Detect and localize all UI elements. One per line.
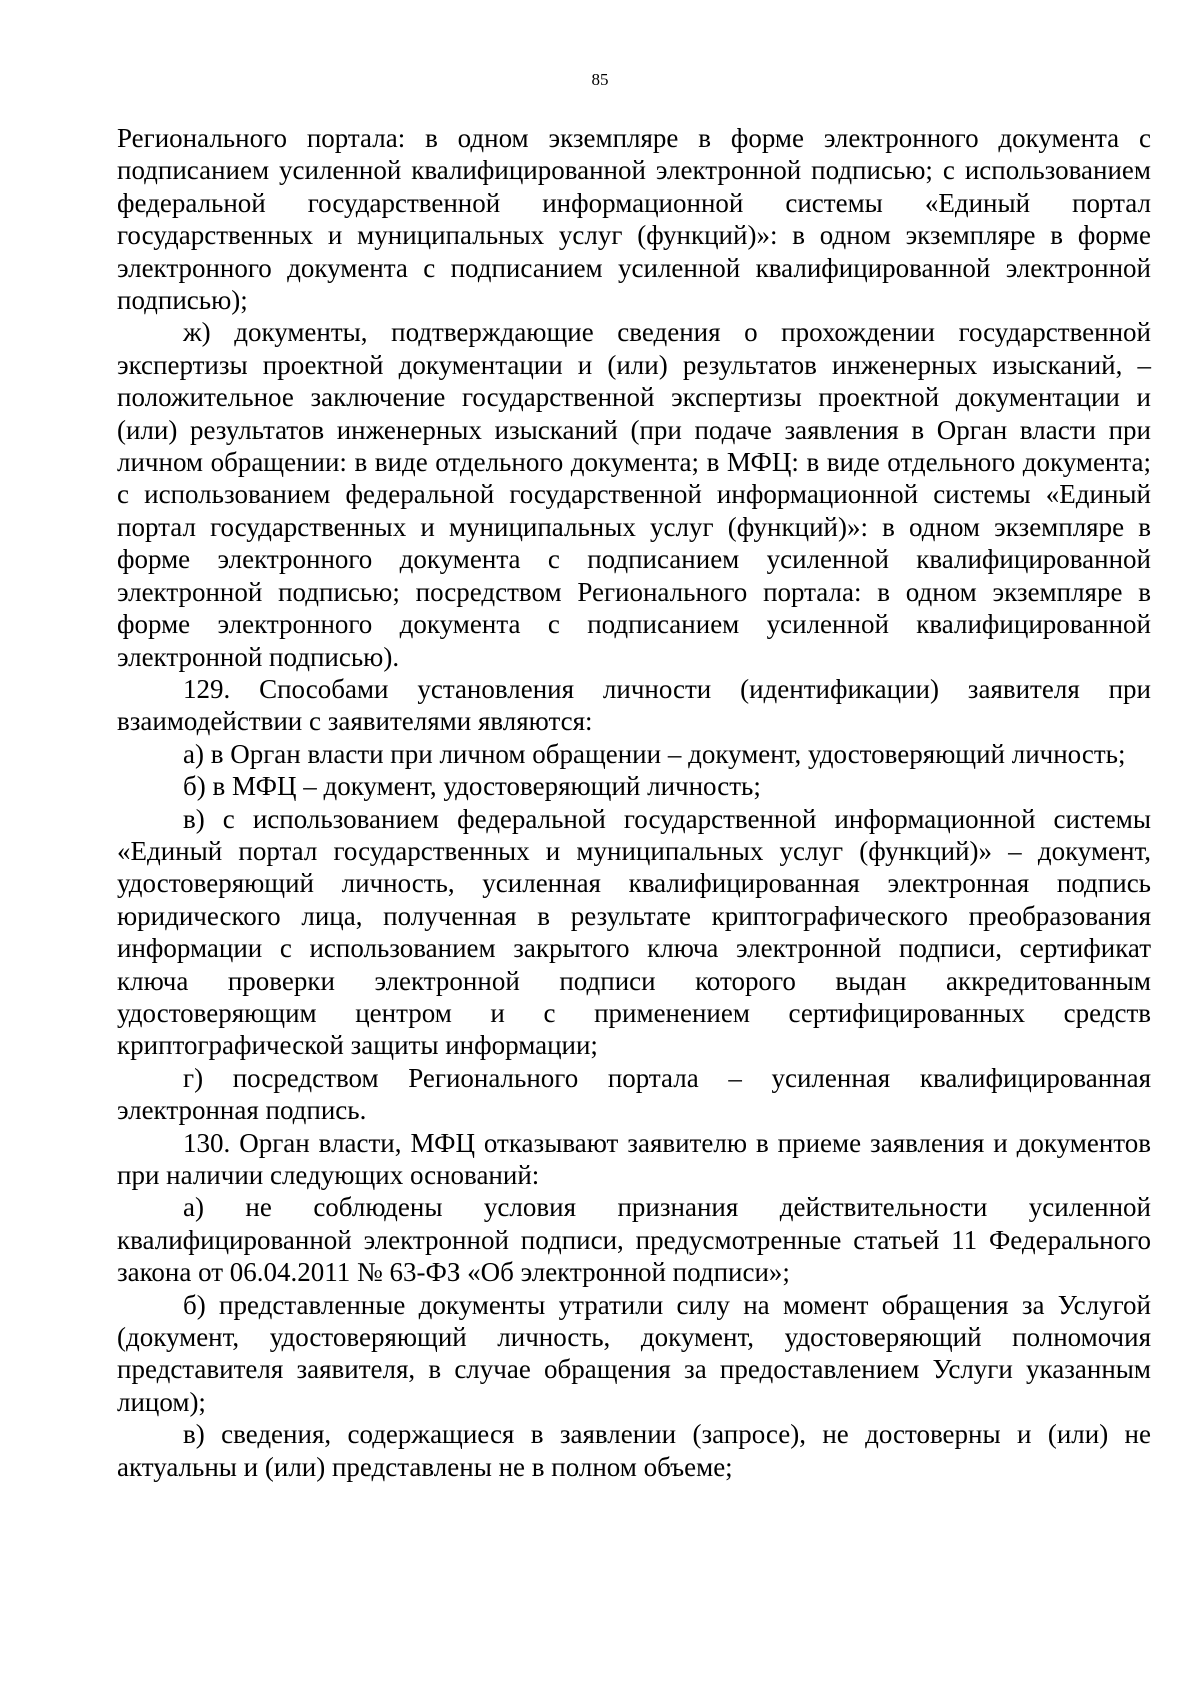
paragraph-130-b: б) представленные документы утратили силу на момент обращения за Услугой (документ, удостоверяющий личность, документ, удостоверяющий полномочия представителя заявителя, в случае обращения за предоставлением Услуги указанным лицом); — [117, 1289, 1151, 1417]
paragraph-item-zh: ж) документы, подтверждающие сведения о прохождении государственной экспертизы проектной документации и (или) результатов инженерных изысканий, – положительное заключение государственной экспертизы проектной документации и (или) результатов инженерных изысканий (при подаче заявления в Орган власти при личном обращении: в виде отдельного документа; в МФЦ: в виде отдельного документа; с использованием федеральной государственной информационной системы «Единый портал государственных и муниципальных услуг (функций)»: в одном экземпляре в форме электронного документа с подписанием усиленной квалифицированной электронной подписью; посредством Регионального портала: в одном экземпляре в форме электронного документа с подписанием усиленной квалифицированной электронной подписью). — [117, 317, 1151, 672]
paragraph-130: 130. Орган власти, МФЦ отказывают заявителю в приеме заявления и документов при наличии следующих оснований: — [117, 1127, 1151, 1190]
paragraph-129: 129. Способами установления личности (идентификации) заявителя при взаимодействии с заявителями являются: — [117, 673, 1151, 737]
page-number: 85 — [591, 70, 609, 89]
paragraph-129-g: г) посредством Регионального портала – усиленная квалифицированная электронная подпись. — [117, 1062, 1151, 1126]
paragraph-continuation: Регионального портала: в одном экземпляре в форме электронного документа с подписанием усиленной квалифицированной электронной подписью; с использованием федеральной государственной информационной системы «Единый портал государственных и муниципальных услуг (функций)»: в одном экземпляре в форме электронного документа с подписанием усиленной квалифицированной электронной подписью); — [117, 123, 1151, 316]
paragraph-130-v: в) сведения, содержащиеся в заявлении (запросе), не достоверны и (или) не актуальны и (или) представлены не в полном объеме; — [117, 1419, 1151, 1482]
paragraph-129-a: а) в Орган власти при личном обращении – документ, удостоверяющий личность; — [183, 738, 1126, 769]
paragraph-130-a: а) не соблюдены условия признания действительности усиленной квалифицированной электронной подписи, предусмотренные статьей 11 Федерального закона от 06.04.2011 № 63-ФЗ «Об электронной подписи»; — [117, 1192, 1151, 1288]
document-body — [117, 122, 1151, 1483]
paragraph-129-v: в) с использованием федеральной государственной информационной системы «Единый портал государственных и муниципальных услуг (функций)» – документ, удостоверяющий личность, усиленная квалифицированная электронная подпись юридического лица, полученная в результате криптографического преобразования информации с использованием закрытого ключа электронной подписи, сертификат ключа проверки электронной подписи которого выдан аккредитованным удостоверяющим центром и с применением сертифицированных средств криптографической защиты информации; — [117, 803, 1151, 1061]
paragraph-129-b: б) в МФЦ – документ, удостоверяющий личность; — [183, 771, 761, 802]
